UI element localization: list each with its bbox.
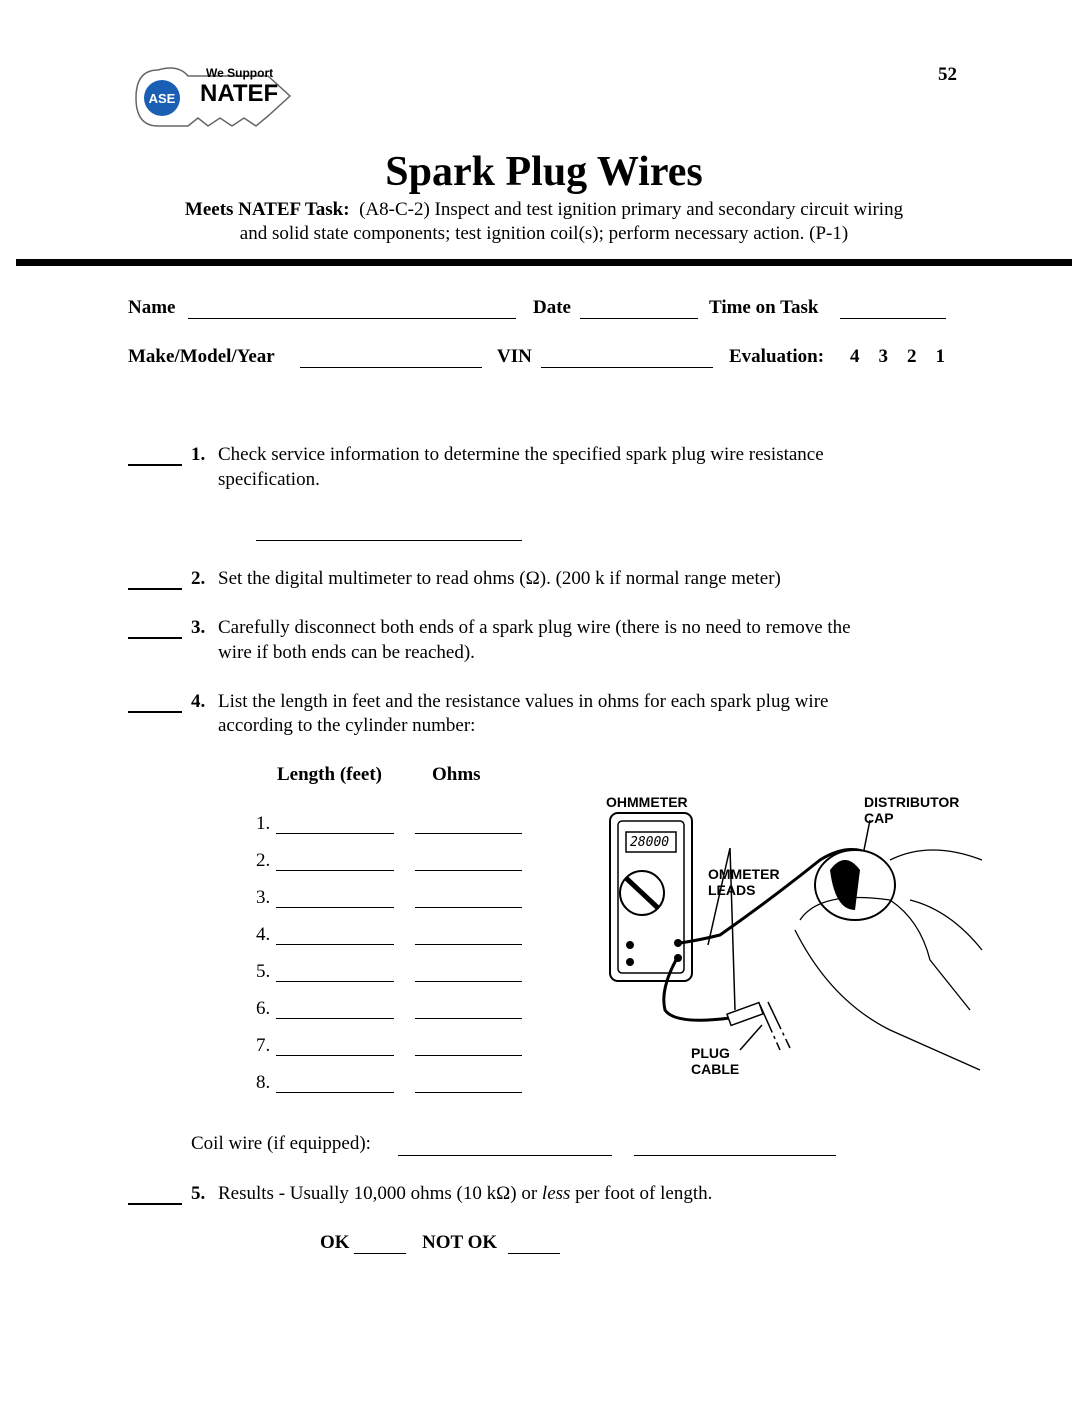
ohms-field[interactable] xyxy=(415,1074,522,1093)
task-line-1 xyxy=(0,199,1088,221)
step-3-number: 3. xyxy=(191,617,206,638)
cylinder-number: 4. xyxy=(256,924,271,945)
cylinder-number: 6. xyxy=(256,998,271,1019)
natef-logo xyxy=(128,58,298,148)
cylinder-number: 3. xyxy=(256,887,271,908)
make-label: Make/Model/Year xyxy=(128,346,275,367)
ohms-field[interactable] xyxy=(415,926,522,945)
step-3-text-2: wire if both ends can be reached). xyxy=(218,642,475,663)
logo-main-text: NATEF xyxy=(200,80,279,107)
length-field[interactable] xyxy=(276,1074,394,1093)
leads-label xyxy=(708,866,780,898)
step-1-text: Check service information to determine the specified spark plug wire resistance xyxy=(218,444,824,465)
step-5-text xyxy=(218,1183,712,1205)
ohms-field[interactable] xyxy=(415,852,522,871)
length-field[interactable] xyxy=(276,926,394,945)
step-4-number: 4. xyxy=(191,691,206,712)
length-field[interactable] xyxy=(276,852,394,871)
cylinder-number: 5. xyxy=(256,961,271,982)
leads-label-2: LEADS xyxy=(708,882,756,898)
coil-wire-label: Coil wire (if equipped): xyxy=(191,1133,371,1154)
cap-label-1: DISTRIBUTOR xyxy=(864,794,960,810)
evaluation-scores[interactable] xyxy=(850,346,945,368)
ok-field[interactable] xyxy=(354,1236,406,1254)
cylinder-number: 1. xyxy=(256,813,271,834)
score-4[interactable]: 4 xyxy=(850,346,860,367)
vin-field[interactable] xyxy=(541,349,713,368)
ohms-field[interactable] xyxy=(415,1000,522,1019)
length-header: Length (feet) xyxy=(277,764,382,785)
task-line-2: and solid state components; test ignition coil(s); perform necessary action. (P-1) xyxy=(239,223,849,244)
ohms-field[interactable] xyxy=(415,1037,522,1056)
ohms-field[interactable] xyxy=(415,889,522,908)
step-5-post: per foot of length. xyxy=(570,1183,713,1204)
date-field[interactable] xyxy=(580,300,698,319)
page-number: 52 xyxy=(938,64,957,85)
cylinder-number: 8. xyxy=(256,1072,271,1093)
plug-label-2: CABLE xyxy=(691,1061,740,1077)
score-1[interactable]: 1 xyxy=(935,346,945,367)
score-3[interactable]: 3 xyxy=(878,346,888,367)
date-label: Date xyxy=(533,297,571,318)
spec-field[interactable] xyxy=(256,522,522,541)
coil-ohms-field[interactable] xyxy=(634,1137,836,1156)
step-1-number: 1. xyxy=(191,444,206,465)
score-2[interactable]: 2 xyxy=(907,346,917,367)
length-field[interactable] xyxy=(276,963,394,982)
step-4-checkbox[interactable] xyxy=(128,693,182,713)
step-5-number: 5. xyxy=(191,1183,206,1204)
ok-label: OK xyxy=(320,1232,350,1253)
length-field[interactable] xyxy=(276,1037,394,1056)
step-5-emphasis: less xyxy=(541,1183,571,1204)
name-field[interactable] xyxy=(188,300,516,319)
ohms-field[interactable] xyxy=(415,815,522,834)
not-ok-field[interactable] xyxy=(508,1236,560,1254)
step-1-text-2: specification. xyxy=(218,469,320,490)
logo-top-text: We Support xyxy=(206,66,274,80)
ohms-header: Ohms xyxy=(432,764,481,785)
step-2-number: 2. xyxy=(191,568,206,589)
step-5-checkbox[interactable] xyxy=(128,1185,182,1205)
plug-label-1: PLUG xyxy=(691,1045,730,1061)
coil-length-field[interactable] xyxy=(398,1137,612,1156)
task-label: Meets NATEF Task: xyxy=(184,199,350,220)
cap-label-2: CAP xyxy=(864,810,894,826)
cap-label xyxy=(864,794,959,826)
name-label: Name xyxy=(128,297,176,318)
ohmmeter-illustration xyxy=(590,780,990,1080)
ohmmeter-label: OHMMETER xyxy=(606,794,688,810)
cylinder-number: 2. xyxy=(256,850,271,871)
step-2-checkbox[interactable] xyxy=(128,570,182,590)
step-4-text: List the length in feet and the resistance values in ohms for each spark plug wire xyxy=(218,691,829,712)
length-field[interactable] xyxy=(276,889,394,908)
time-label: Time on Task xyxy=(709,297,819,318)
header-rule xyxy=(16,259,1072,266)
ohms-field[interactable] xyxy=(415,963,522,982)
step-5-pre: Results - Usually 10,000 ohms (10 kΩ) or xyxy=(218,1183,542,1204)
step-3-text: Carefully disconnect both ends of a spark plug wire (there is no need to remove the xyxy=(218,617,851,638)
length-field[interactable] xyxy=(276,1000,394,1019)
step-4-text-2: according to the cylinder number: xyxy=(218,715,476,736)
cylinder-number: 7. xyxy=(256,1035,271,1056)
step-1-checkbox[interactable] xyxy=(128,446,182,466)
task-text-1: (A8-C-2) Inspect and test ignition primary and secondary circuit wiring xyxy=(359,199,904,220)
evaluation-label: Evaluation: xyxy=(729,346,825,367)
length-field[interactable] xyxy=(276,815,394,834)
not-ok-label: NOT OK xyxy=(422,1232,498,1253)
plug-cable-label xyxy=(691,1045,739,1077)
step-2-text: Set the digital multimeter to read ohms (Ω). (200 k if normal range meter) xyxy=(218,568,781,589)
meter-display: 28000 xyxy=(630,835,670,850)
time-field[interactable] xyxy=(840,300,946,319)
leads-label-1: OMMETER xyxy=(708,866,780,882)
page-title: Spark Plug Wires xyxy=(385,149,703,195)
step-3-checkbox[interactable] xyxy=(128,619,182,639)
vin-label: VIN xyxy=(497,346,532,367)
make-field[interactable] xyxy=(300,349,482,368)
logo-badge: ASE xyxy=(148,91,176,106)
